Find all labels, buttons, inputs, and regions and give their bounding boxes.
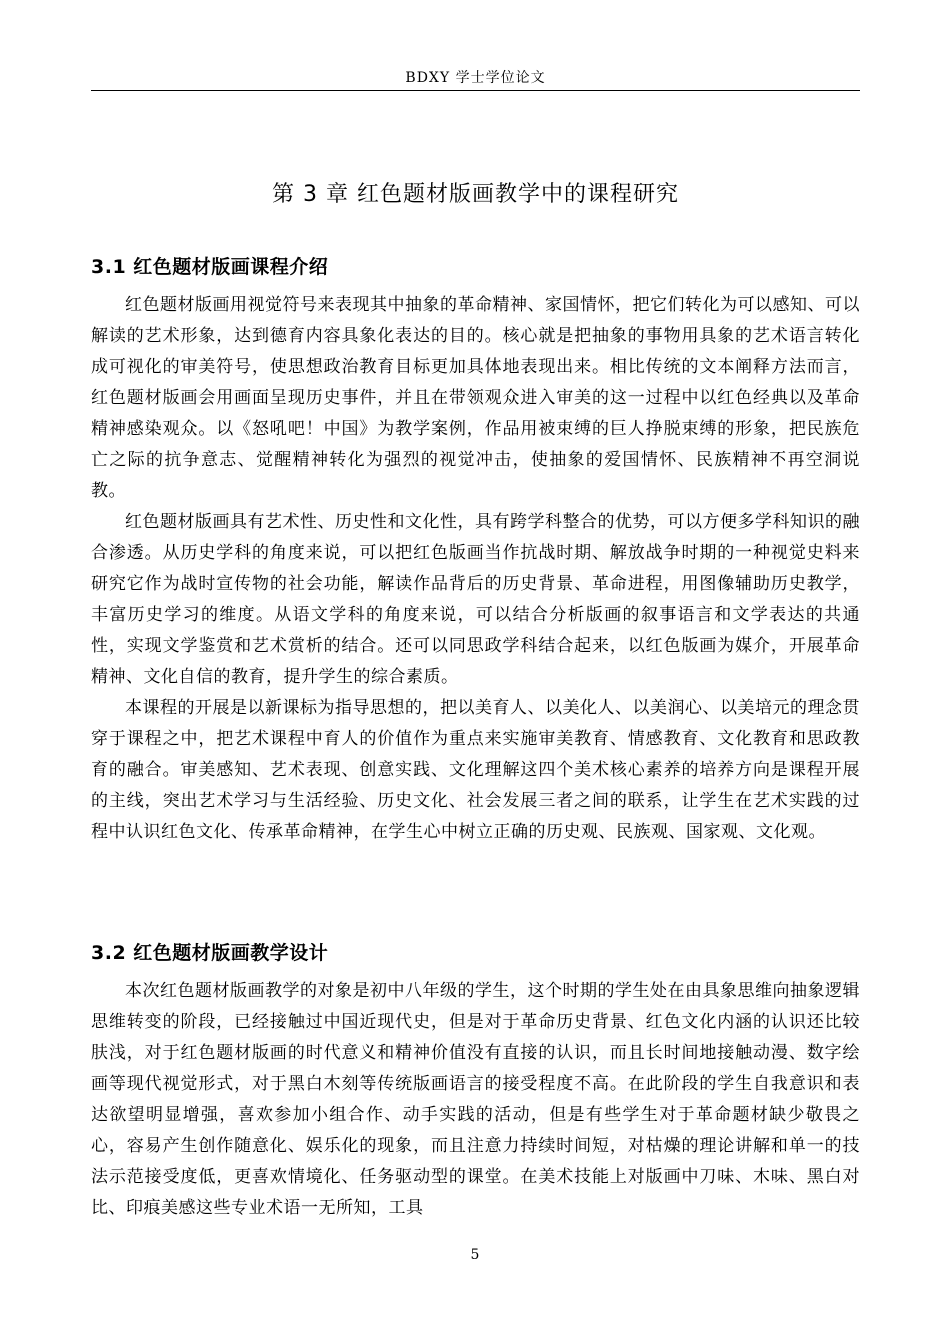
section-3-1 [91, 252, 860, 848]
running-title: BDXY 学士学位论文 [405, 70, 546, 86]
section-3-2 [91, 938, 860, 1224]
running-header [91, 66, 860, 91]
chapter-title: 第 3 章 红色题材版画教学中的课程研究 [272, 182, 679, 207]
body-paragraph: 本课程的开展是以新课标为指导思想的，把以美育人、以美化人、以美润心、以美培元的理念贯穿于课程之中，把艺术课程中育人的价值作为重点来实施审美教育、情感教育、文化教育和思政教育的融合。审美感知、艺术表现、创意实践、文化理解这四个美术核心素养的培养方向是课程开展的主线，突出艺术学习与生活经验、历史文化、社会发展三者之间的联系，让学生在艺术实践的过程中认识红色文化、传承革命精神，在学生心中树立正确的历史观、民族观、国家观、文化观。 [91, 698, 860, 842]
body-paragraph: 红色题材版画具有艺术性、历史性和文化性，具有跨学科整合的优势，可以方便多学科知识的融合渗透。从历史学科的角度来说，可以把红色版画当作抗战时期、解放战争时期的一种视觉史料来研究它作为战时宣传物的社会功能，解读作品背后的历史背景、革命进程，用图像辅助历史教学，丰富历史学习的维度。从语文学科的角度来说，可以结合分析版画的叙事语言和文学表达的共通性，实现文学鉴赏和艺术赏析的结合。还可以同思政学科结合起来，以红色版画为媒介，开展革命精神、文化自信的教育，提升学生的综合素质。 [91, 512, 860, 687]
section-heading: 3.2 红色题材版画教学设计 [91, 942, 329, 964]
body-paragraph: 红色题材版画用视觉符号来表现其中抽象的革命精神、家国情怀，把它们转化为可以感知、可以解读的艺术形象，达到德育内容具象化表达的目的。核心就是把抽象的事物用具象的艺术语言转化成可视化的审美符号，使思想政治教育目标更加具体地表现出来。相比传统的文本阐释方法而言，红色题材版画会用画面呈现历史事件，并且在带领观众进入审美的这一过程中以红色经典以及革命精神感染观众。以《怒吼吧！中国》为教学案例，作品用被束缚的巨人挣脱束缚的形象，把民族危亡之际的抗争意志、觉醒精神转化为强烈的视觉冲击，使抽象的爱国情怀、民族精神不再空洞说教。 [91, 295, 860, 501]
page-number: 5 [470, 1247, 480, 1263]
body-paragraph: 本次红色题材版画教学的对象是初中八年级的学生，这个时期的学生处在由具象思维向抽象逻辑思维转变的阶段，已经接触过中国近现代史，但是对于革命历史背景、红色文化内涵的认识还比较肤浅，对于红色题材版画的时代意义和精神价值没有直接的认识，而且长时间地接触动漫、数字绘画等现代视觉形式，对于黑白木刻等传统版画语言的接受程度不高。在此阶段的学生自我意识和表达欲望明显增强，喜欢参加小组合作、动手实践的活动，但是有些学生对于革命题材缺少敬畏之心，容易产生创作随意化、娱乐化的现象，而且注意力持续时间短，对枯燥的理论讲解和单一的技法示范接受度低，更喜欢情境化、任务驱动型的课堂。在美术技能上对版画中刀味、木味、黑白对比、印痕美感这些专业术语一无所知，工具 [91, 981, 860, 1218]
section-heading: 3.1 红色题材版画课程介绍 [91, 256, 329, 278]
